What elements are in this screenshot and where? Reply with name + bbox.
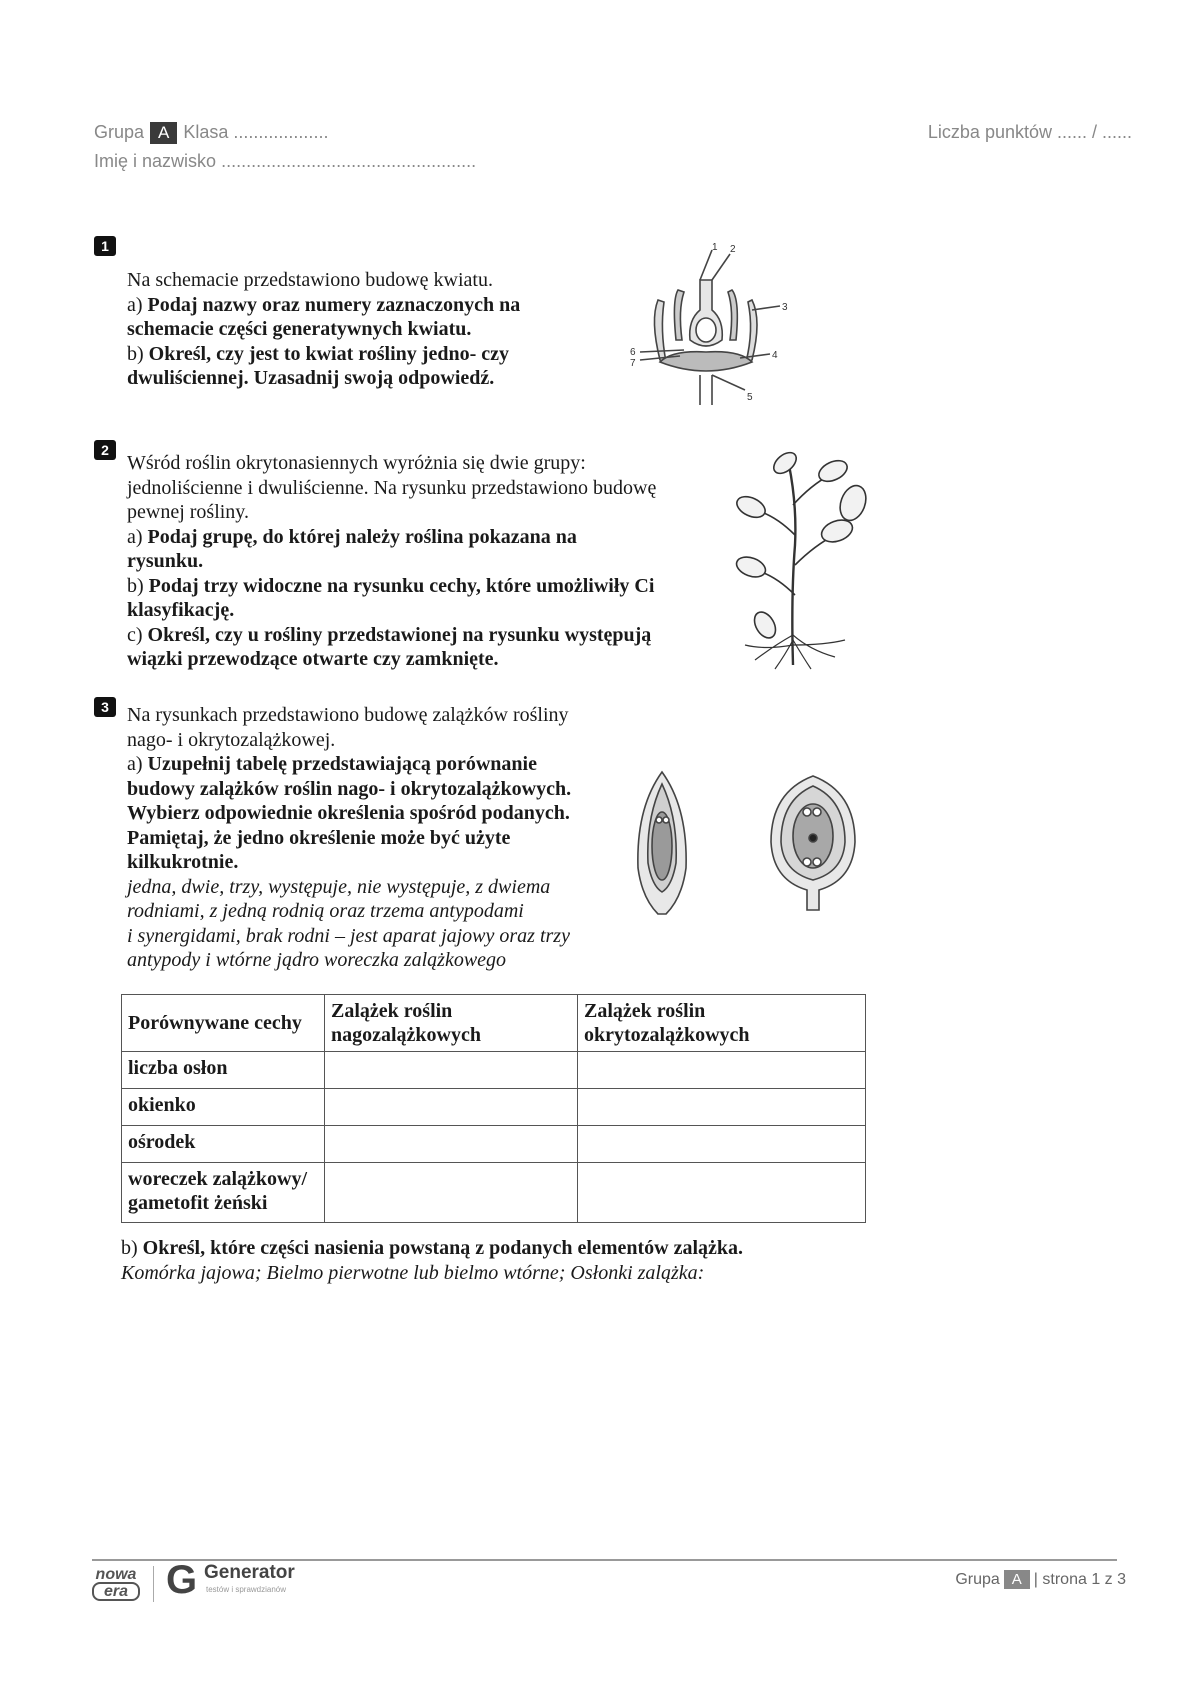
table-row — [122, 1089, 866, 1126]
task3-options-line3: i synergidami, brak rodni – jest aparat jajowy oraz trzy — [127, 924, 570, 947]
flower-label-4: 4 — [772, 350, 778, 361]
name-label: Imię i nazwisko — [94, 151, 217, 171]
task3-options-line2: rodniami, z jedną rodnią oraz trzema antypodami — [127, 900, 524, 922]
task3-a-line4: Pamiętaj, że jedno określenie może być użyte — [127, 826, 511, 849]
gymnosperm-ovule-drawing — [632, 768, 692, 918]
table-header-gymnosperm: Zalążek roślin nagozalążkowych — [325, 995, 578, 1052]
task2-a-line2: rysunku. — [127, 550, 204, 572]
flower-label-2: 2 — [730, 244, 736, 255]
generator-title: Generator — [204, 1562, 295, 1583]
table-cell-answer[interactable] — [578, 1052, 866, 1089]
header-name-row — [94, 151, 476, 172]
flower-label-3: 3 — [782, 302, 788, 313]
table-cell-feature: ośrodek — [122, 1126, 325, 1163]
footer-page-info: Grupa A | strona 1 z 3 — [955, 1571, 1126, 1588]
table-row — [122, 1052, 866, 1089]
task2-b-line1: Podaj trzy widoczne na rysunku cechy, które umożliwiły Ci — [148, 574, 655, 597]
table-cell-answer[interactable] — [325, 1126, 578, 1163]
task3-options-line1: jedna, dwie, trzy, występuje, nie występuje, z dwiema — [127, 875, 551, 898]
angiosperm-ovule-drawing — [765, 772, 861, 912]
task3-a-line3: Wybierz odpowiednie określenia spośród podanych. — [127, 802, 570, 824]
generator-subtitle: testów i sprawdzianów — [206, 1585, 287, 1594]
task3-a-line1: Uzupełnij tabelę przedstawiającą porównanie — [147, 753, 537, 775]
comparison-table — [121, 994, 866, 1223]
flower-label-1: 1 — [712, 242, 718, 253]
table-row — [122, 1163, 866, 1223]
flower-diagram — [620, 240, 800, 410]
footer-logo-separator — [153, 1566, 154, 1602]
points-field: Liczba punktów ...... / ...... — [927, 122, 1132, 142]
table-row — [122, 1126, 866, 1163]
class-label: Klasa — [183, 122, 229, 142]
class-field[interactable]: ................... — [233, 122, 329, 142]
task3-options-line4: antypody i wtórne jądro woreczka zalążkowego — [127, 949, 507, 971]
table-cell-answer[interactable] — [325, 1052, 578, 1089]
generator-g-icon: G — [166, 1558, 198, 1602]
task1-b-line1: Określ, czy jest to kwiat rośliny jedno- czy — [148, 342, 509, 365]
name-field[interactable]: ................................................... — [221, 151, 477, 171]
task3-intro-line1: Na rysunkach przedstawiono budowę zalążków rośliny — [127, 704, 569, 726]
task3-intro-line2: nago- i okrytozalążkowej. — [127, 728, 336, 751]
task1-a-line2: schemacie części generatywnych kwiatu. — [127, 318, 472, 340]
table-cell-feature: woreczek zalążkowy/ gametofit żeński — [122, 1163, 325, 1223]
task2-intro-line2: jednoliścienne i dwuliścienne. Na rysunku przedstawiono budowę — [127, 476, 657, 499]
group-badge: A — [150, 122, 177, 144]
flower-label-6: 6 — [630, 347, 636, 358]
task2-text: Wśród roślin okrytonasiennych wyróżnia się dwie grupy: jednoliścienne i dwuliścienne. Na rysunku przedstawiono budowę pewnej rośliny. a) Podaj grupę, do której należy roślina pokazana na rysunku. b) Podaj trzy widoczne na rysunku cechy, które umożliwiły Ci klasyfikację. c) Określ, czy u rośliny przedstawionej na rysunku występują wiązki przewodzące otwarte czy zamknięte. — [127, 451, 747, 672]
task2-c-line2: wiązki przewodzące otwarte czy zamknięte. — [127, 648, 499, 670]
task3-b-question: Określ, które części nasienia powstaną z podanych elementów zalążka. — [142, 1237, 744, 1259]
footer-divider — [92, 1559, 1117, 1561]
task1-a-line1: Podaj nazwy oraz numery zaznaczonych na — [147, 293, 521, 316]
plant-drawing — [715, 445, 875, 670]
task1-text: Na schemacie przedstawiono budowę kwiatu. a) Podaj nazwy oraz numery zaznaczonych na schemacie części generatywnych kwiatu. b) Określ, czy jest to kwiat rośliny jedno- czy dwuliściennej. Uzasadnij swoją odpowiedź. — [127, 268, 647, 391]
task1-intro: Na schemacie przedstawiono budowę kwiatu. — [127, 269, 493, 291]
task1-b-line2: dwuliściennej. Uzasadnij swoją odpowiedź. — [127, 367, 495, 389]
task2-a-line1: Podaj grupę, do której należy roślina pokazana na — [147, 525, 577, 548]
task-number-2: 2 — [94, 440, 116, 460]
table-cell-answer[interactable] — [578, 1089, 866, 1126]
task2-b-line2: klasyfikację. — [127, 599, 235, 621]
flower-label-7: 7 — [630, 358, 636, 369]
flower-label-5: 5 — [747, 392, 753, 403]
task3-a-line2: budowy zalążków roślin nago- i okrytozalążkowych. — [127, 777, 572, 800]
task-number-3: 3 — [94, 697, 116, 717]
table-cell-answer[interactable] — [578, 1126, 866, 1163]
task2-intro-line3: pewnej rośliny. — [127, 501, 250, 523]
table-header-angiosperm: Zalążek roślin okrytozalążkowych — [578, 995, 866, 1052]
table-cell-feature: okienko — [122, 1089, 325, 1126]
group-label: Grupa — [94, 122, 145, 142]
task2-c-line1: Określ, czy u rośliny przedstawionej na rysunku występują — [147, 623, 652, 646]
task3-text: Na rysunkach przedstawiono budowę zalążków rośliny nago- i okrytozalążkowej. a) Uzupełnij tabelę przedstawiającą porównanie budowy zalążków roślin nago- i okrytozalążkowych. Wybierz odpowiednie określenia spośród podanych. Pamiętaj, że jedno określenie może być użyte kilkukrotnie. jedna, dwie, trzy, występuje, nie występuje, z dwiema rodniami, z jedną rodnią oraz trzema antypodami i synergidami, brak rodni – jest aparat jajowy oraz trzy antypody i wtórne jądro woreczka zalążkowego — [127, 703, 647, 973]
footer-group-badge: A — [1004, 1570, 1030, 1589]
table-cell-answer[interactable] — [578, 1163, 866, 1223]
table-cell-answer[interactable] — [325, 1163, 578, 1223]
task3-b-text: b) Określ, które części nasienia powstaną z podanych elementów zalążka. Komórka jajowa; Bielmo pierwotne lub bielmo wtórne; Osłonki zalążka: — [121, 1236, 1021, 1285]
task2-intro-line1: Wśród roślin okrytonasiennych wyróżnia się dwie grupy: — [127, 452, 586, 474]
header-group-row — [94, 122, 328, 144]
task-number-1: 1 — [94, 236, 116, 256]
task3-a-line5: kilkukrotnie. — [127, 851, 239, 873]
table-cell-answer[interactable] — [325, 1089, 578, 1126]
task3-b-items: Komórka jajowa; Bielmo pierwotne lub bielmo wtórne; Osłonki zalążka: — [121, 1261, 705, 1284]
table-cell-feature: liczba osłon — [122, 1052, 325, 1089]
table-header-feature: Porównywane cechy — [122, 995, 325, 1052]
nowa-era-logo: nowa era — [92, 1567, 140, 1601]
